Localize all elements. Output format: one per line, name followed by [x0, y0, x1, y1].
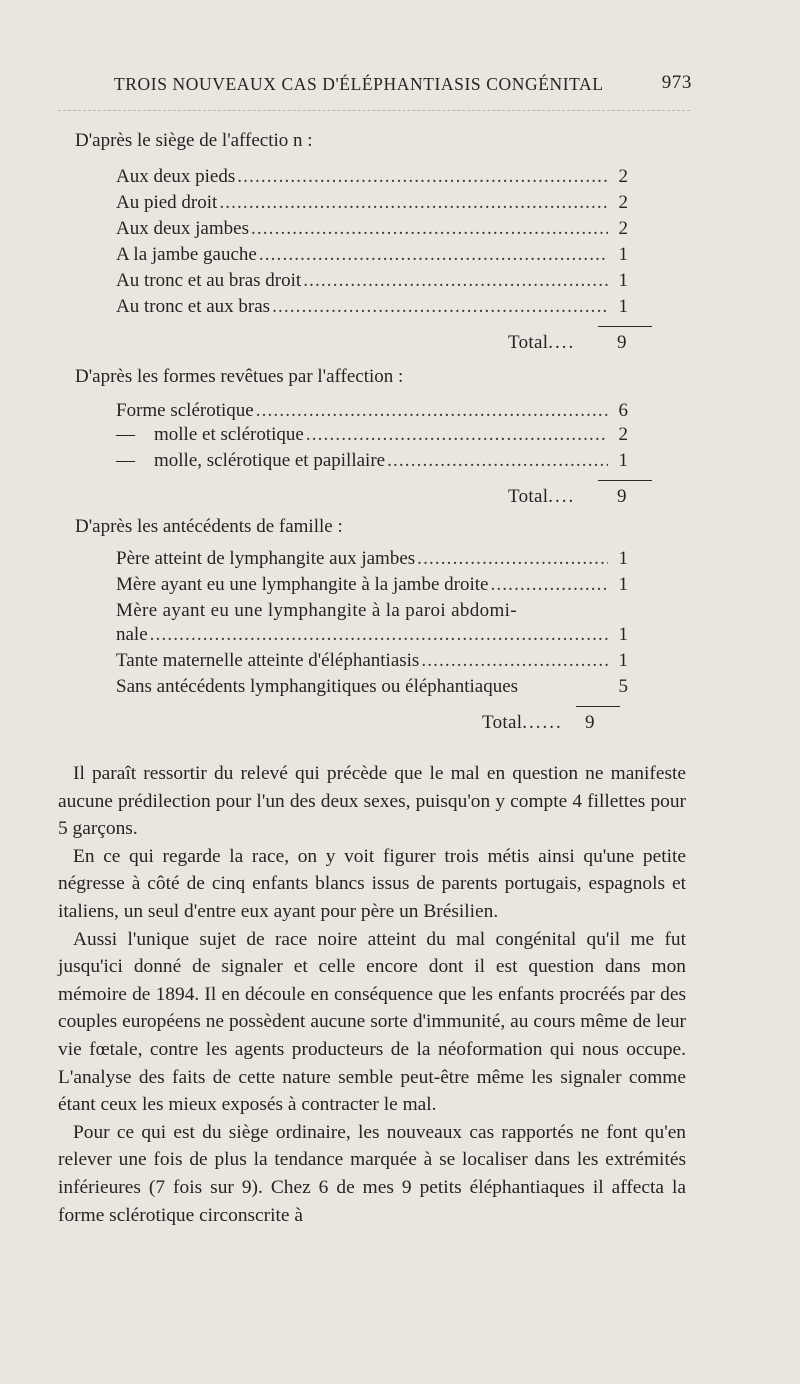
- total-label: Total: [482, 712, 523, 733]
- section-heading-antecedents: D'après les antécédents de famille :: [75, 516, 343, 537]
- dot-leader: [387, 450, 608, 472]
- row-label: Aux deux jambes: [116, 218, 249, 239]
- table-row: [116, 296, 628, 322]
- row-label: Aux deux pieds: [116, 166, 236, 187]
- table-row: [116, 548, 628, 574]
- total-label: Total: [508, 332, 549, 353]
- dot-leader: [490, 574, 608, 596]
- row-label: Au tronc et au bras droit: [116, 270, 302, 291]
- row-count: 2: [618, 166, 628, 187]
- row-count: 1: [618, 270, 628, 291]
- section-heading-siege: D'après le siège de l'affectio n :: [75, 130, 313, 151]
- table-row: [116, 244, 628, 270]
- dot-leader: [303, 270, 608, 292]
- table-row: [116, 650, 628, 676]
- page-number: 973: [661, 72, 692, 93]
- row-label: Mère ayant eu une lymphangite à la jambe droite: [116, 574, 489, 595]
- total-line: [482, 712, 595, 734]
- row-count: 1: [618, 548, 628, 569]
- row-label: Père atteint de lymphangite aux jambes: [116, 548, 416, 569]
- table-row: [116, 676, 628, 702]
- row-count: 1: [618, 296, 628, 317]
- dot-leader: [272, 296, 608, 318]
- total-dots: ....: [548, 486, 576, 507]
- table-row: [116, 574, 628, 600]
- dot-leader: [219, 192, 608, 214]
- row-label: Au pied droit: [116, 192, 218, 213]
- row-label: Tante maternelle atteinte d'éléphantiasis: [116, 650, 420, 671]
- row-label: — molle et sclérotique: [116, 424, 304, 445]
- sum-rule: [576, 706, 620, 707]
- dot-leader: [256, 400, 608, 422]
- table-row: [116, 192, 628, 218]
- table-row: [116, 624, 628, 650]
- total-dots: ....: [548, 332, 576, 353]
- row-label: — molle, sclérotique et papillaire: [116, 450, 386, 471]
- row-count: 1: [618, 624, 628, 645]
- row-label: Sans antécédents lymphangitiques ou éléphantiaques: [116, 676, 519, 697]
- dot-leader: [417, 548, 608, 570]
- paragraph: Il paraît ressortir du relevé qui précède que le mal en question ne manifeste aucune prédilection pour l'un des deux sexes, puisqu'on y compte 4 fillettes pour 5 garçons.: [58, 763, 686, 840]
- dot-leader: [251, 218, 608, 240]
- table-row: [116, 400, 628, 426]
- total-value: 9: [617, 332, 627, 353]
- row-count: 1: [618, 574, 628, 595]
- table-row: [116, 166, 628, 192]
- row-count: 1: [618, 244, 628, 265]
- total-line: [508, 332, 627, 354]
- row-label: Mère ayant eu une lymphangite à la paroi abdomi-: [116, 600, 517, 621]
- paragraph: En ce qui regarde la race, on y voit figurer trois métis ainsi qu'une petite négresse à côté de cinq enfants blancs issus de parents portugais, espagnols et italiens, un seul d'entre eux ayant pour père un Brésilien.: [58, 845, 686, 922]
- table-row: [116, 600, 628, 626]
- row-count: 2: [618, 192, 628, 213]
- dot-leader: [421, 650, 608, 672]
- header-rule: [58, 110, 690, 111]
- total-line: [508, 486, 627, 508]
- row-count: 2: [618, 218, 628, 239]
- dot-leader: [150, 624, 608, 646]
- dot-leader: [237, 166, 608, 188]
- row-count: 1: [618, 650, 628, 671]
- row-count: 2: [618, 424, 628, 445]
- row-label: A la jambe gauche: [116, 244, 257, 265]
- row-label: Forme sclérotique: [116, 400, 254, 421]
- row-count: 1: [618, 450, 628, 471]
- table-row: [116, 270, 628, 296]
- sum-rule: [598, 480, 652, 481]
- total-dots: ......: [522, 712, 563, 733]
- table-row: [116, 218, 628, 244]
- total-value: 9: [617, 486, 627, 507]
- dot-leader: [306, 424, 608, 446]
- row-count: 5: [618, 676, 628, 697]
- row-label: nale: [116, 624, 148, 645]
- row-label: Au tronc et aux bras: [116, 296, 271, 317]
- total-value: 9: [585, 712, 595, 733]
- table-row: [116, 450, 628, 476]
- sum-rule: [598, 326, 652, 327]
- running-title: TROIS NOUVEAUX CAS D'ÉLÉPHANTIASIS CONGÉNITAL: [114, 74, 604, 94]
- paragraph: Aussi l'unique sujet de race noire atteint du mal congénital qu'il me fut jusqu'ici donné de signaler et celle encore dont il est question dans mon mémoire de 1894. Il en découle en conséquence que les enfants procréés par des couples européens ne possèdent aucune sorte d'immunité, au cours même de leur vie fœtale, contre les agents producteurs de la néoformation qui nous occupe. L'analyse des faits de cette nature semble peut-être même les signaler comme étant ceux les mieux exposés à contracter le mal.: [58, 928, 686, 1116]
- total-label: Total: [508, 486, 549, 507]
- body-text: [58, 760, 686, 1229]
- section-heading-formes: D'après les formes revêtues par l'affection :: [75, 366, 404, 387]
- row-count: 6: [618, 400, 628, 421]
- paragraph: Pour ce qui est du siège ordinaire, les nouveaux cas rapportés ne font qu'en relever une fois de plus la tendance marquée à se localiser dans les extrémités inférieures (7 fois sur 9). Chez 6 de mes 9 petits éléphantiaques il affecta la forme sclérotique circonscrite à: [58, 1121, 686, 1226]
- dot-leader: [259, 244, 608, 266]
- table-row: [116, 424, 628, 450]
